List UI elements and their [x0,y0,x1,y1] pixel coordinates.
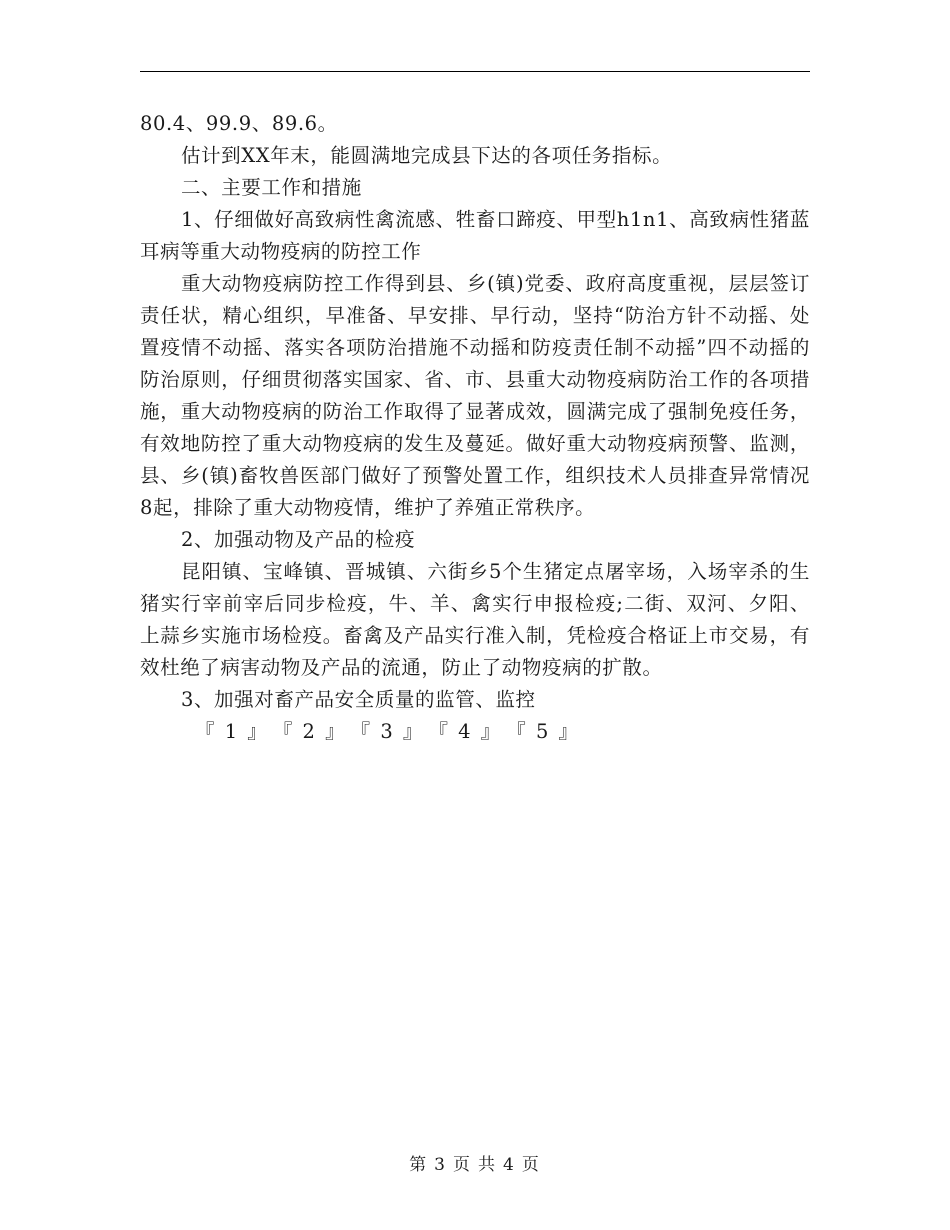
footer-current-page: 3 [434,1155,447,1175]
page-link-3[interactable]: 『 3 』 [350,720,425,743]
subsection-heading: 1、仔细做好高致病性禽流感、牲畜口蹄疫、甲型h1n1、高致病性猪蓝耳病等重大动物疫病的防控工作 [140,208,810,263]
footer-label-total-unit: 页 [521,1155,541,1175]
page-link-4[interactable]: 『 4 』 [428,720,503,743]
footer-label-page: 第 [409,1155,429,1175]
document-body [140,108,810,748]
paragraph: 80.4、99.9、89.6。 [140,112,338,135]
subsection-heading: 3、加强对畜产品安全质量的监管、监控 [180,688,536,711]
footer-label-page-unit: 页 [453,1155,472,1175]
subsection-heading: 2、加强动物及产品的检疫 [180,528,416,551]
page-link-1[interactable]: 『 1 』 [195,720,269,743]
page-footer [0,1150,950,1175]
page-link-5[interactable]: 『 5 』 [506,720,581,743]
paragraph: 昆阳镇、宝峰镇、晋城镇、六街乡5个生猪定点屠宰场，入场宰杀的生猪实行宰前宰后同步检疫，牛、羊、禽实行申报检疫;二街、双河、夕阳、上蒜乡实施市场检疫。畜禽及产品实行准入制，凭检疫合格证上市交易，有效杜绝了病害动物及产品的流通，防止了动物疫病的扩散。 [140,560,810,679]
footer-total-pages: 4 [503,1155,516,1175]
header-rule [140,71,810,72]
paragraph: 重大动物疫病防控工作得到县、乡(镇)党委、政府高度重视，层层签订责任状，精心组织，早准备、早安排、早行动，坚持“防治方针不动摇、处置疫情不动摇、落实各项防治措施不动摇和防疫责任制不动摇”四不动摇的防治原则，仔细贯彻落实国家、省、市、县重大动物疫病防治工作的各项措施，重大动物疫病的防治工作取得了显著成效，圆满完成了强制免疫任务，有效地防控了重大动物疫病的发生及蔓延。做好重大动物疫病预警、监测，县、乡(镇)畜牧兽医部门做好了预警处置工作，组织技术人员排查异常情况8起，排除了重大动物疫情，维护了养殖正常秩序。 [140,272,810,519]
paragraph: 估计到XX年末，能圆满地完成县下达的各项任务指标。 [180,144,673,167]
page-links [140,716,810,748]
footer-label-total: 共 [478,1155,497,1175]
page-link-2[interactable]: 『 2 』 [272,720,347,743]
section-heading: 二、主要工作和措施 [180,176,362,199]
